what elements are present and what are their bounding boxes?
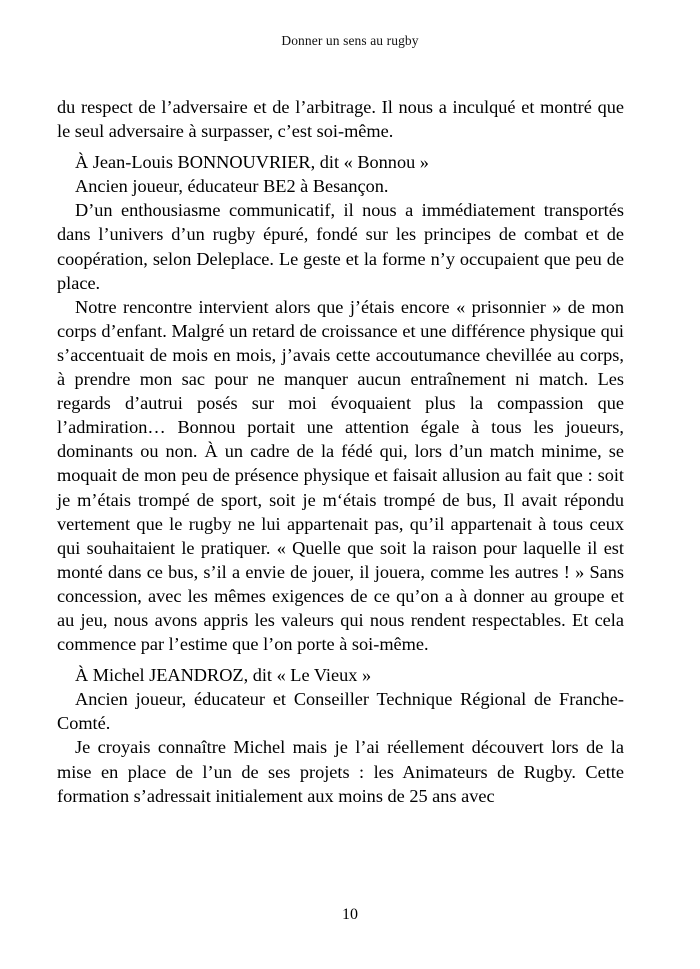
para-bonnouvrier-qualite: Ancien joueur, éducateur BE2 à Besançon.: [75, 176, 389, 197]
para-animateurs-rugby: Je croyais connaître Michel mais je l’ai réellement découvert lors de la mise en place de l’un de ses projets : les Animateurs de Rugby. Cette formation s’adressait initialement aux moins de 25 ans avec: [57, 737, 624, 806]
para-respect-adversaire: du respect de l’adversaire et de l’arbitrage. Il nous a inculqué et montré que le seul adversaire à surpasser, c’est soi-même.: [57, 97, 624, 142]
para-jeandroz-qualite: Ancien joueur, éducateur et Conseiller Technique Régional de Franche-Comté.: [57, 689, 624, 734]
page-number: 10: [342, 906, 358, 923]
para-dedicace-jeandroz: À Michel JEANDROZ, dit « Le Vieux »: [75, 665, 372, 686]
running-head: Donner un sens au rugby: [281, 33, 419, 48]
para-enthousiasme: D’un enthousiasme communicatif, il nous a immédiatement transportés dans l’univers d’un rugby épuré, fondé sur les principes de combat et de coopération, selon Deleplace. Le geste et la forme n’y occupaient que peu de place.: [57, 200, 624, 293]
para-dedicace-bonnouvrier: À Jean-Louis BONNOUVRIER, dit « Bonnou »: [75, 152, 429, 173]
body-text-block: [57, 95, 624, 808]
para-rencontre-prisonnier: Notre rencontre intervient alors que j’étais encore « prisonnier » de mon corps d’enfant. Malgré un retard de croissance et une différence physique qui s’accentuait de mois en mois, j’avais cette accoutumance chevillée au corps, à prendre mon sac pour ne manquer aucun entraînement ni match. Les regards d’autrui posés sur moi évoquaient plus la compassion que l’admiration… Bonnou portait une attention égale à tous les joueurs, dominants ou non. À un cadre de la fédé qui, lors d’un match minime, se moquait de mon peu de présence physique et faisait allusion au fait que : soit je m’étais trompé de sport, soit je mʻétais trompé de bus, Il avait répondu vertement que le rugby ne lui appartenait pas, qu’il appartenait à tous ceux qui souhaitaient le pratiquer. « Quelle que soit la raison pour laquelle il est monté dans ce bus, s’il a envie de jouer, il jouera, comme les autres ! » Sans concession, avec les mêmes exigences de ce qu’on a à donner au groupe et au jeu, nous avons appris les valeurs qui nous rendent respectables. Et cela commence par l’estime que l’on porte à soi-même.: [57, 296, 624, 655]
